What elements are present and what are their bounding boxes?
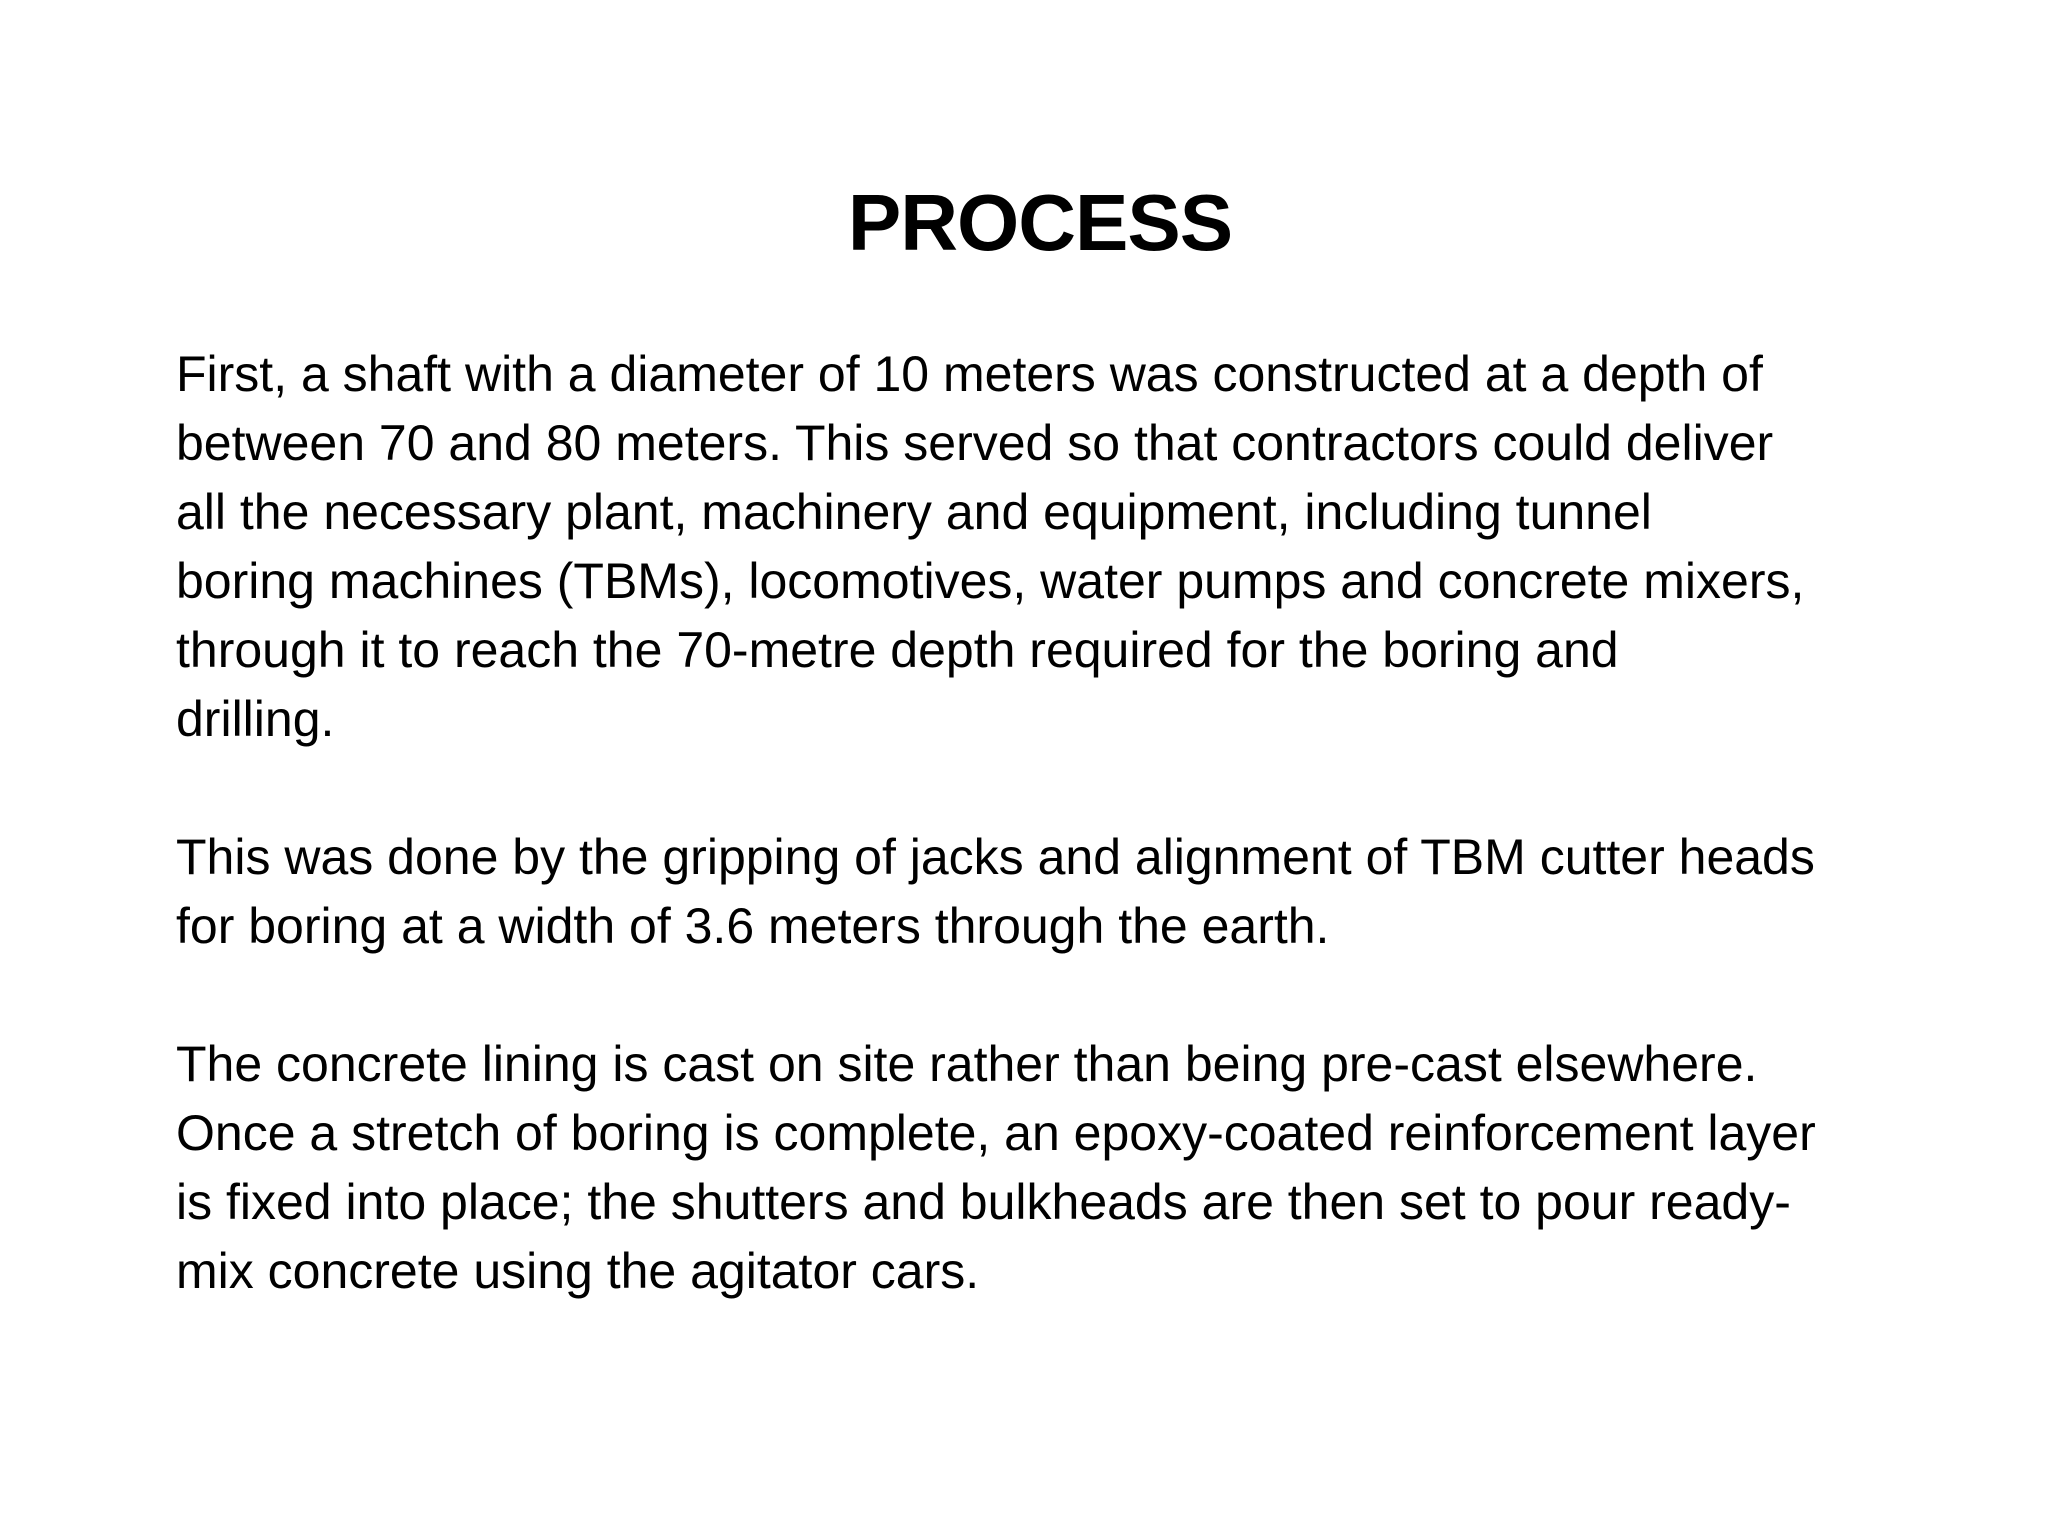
text-line: First, a shaft with a diameter of 10 meters was constructed at a depth of bbox=[176, 346, 1763, 402]
text-line: between 70 and 80 meters. This served so that contractors could deliver bbox=[176, 415, 1774, 471]
paragraph-spacer bbox=[176, 961, 1936, 1030]
text-line: Once a stretch of boring is complete, an epoxy-coated reinforcement layer bbox=[176, 1105, 1816, 1161]
text-line: for boring at a width of 3.6 meters through the earth. bbox=[176, 898, 1330, 954]
text-line: boring machines (TBMs), locomotives, water pumps and concrete mixers, bbox=[176, 553, 1805, 609]
paragraph-2 bbox=[176, 823, 1936, 961]
slide-title: PROCESS bbox=[847, 178, 1233, 267]
slide-body bbox=[176, 340, 1936, 1306]
text-line: through it to reach the 70-metre depth required for the boring and bbox=[176, 622, 1619, 678]
text-line: mix concrete using the agitator cars. bbox=[176, 1243, 980, 1299]
text-line: is fixed into place; the shutters and bulkheads are then set to pour ready- bbox=[176, 1174, 1791, 1230]
text-line: The concrete lining is cast on site rather than being pre-cast elsewhere. bbox=[176, 1036, 1758, 1092]
text-line: all the necessary plant, machinery and equipment, including tunnel bbox=[176, 484, 1652, 540]
paragraph-3 bbox=[176, 1030, 1936, 1306]
text-line: This was done by the gripping of jacks and alignment of TBM cutter heads bbox=[176, 829, 1815, 885]
paragraph-spacer bbox=[176, 754, 1936, 823]
paragraph-1 bbox=[176, 340, 1936, 754]
text-line: drilling. bbox=[176, 691, 335, 747]
